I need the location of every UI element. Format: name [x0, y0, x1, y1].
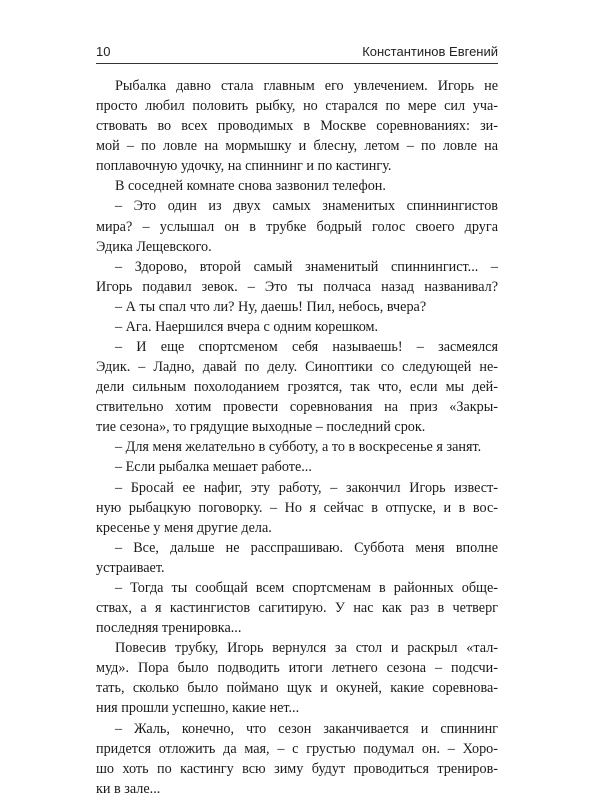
text-line: тать, сколько было поймано щук и окуней, какие соревнова- [96, 680, 498, 697]
text-line: поплавочную удочку, на спиннинг и по кастингу. [96, 158, 392, 175]
text-line: – Это один из двух самых знаменитых спиннингистов [115, 198, 498, 215]
running-header [96, 42, 498, 64]
text-line: Эдика Лещевского. [96, 238, 212, 255]
text-line: ки в зале... [96, 780, 161, 797]
text-line: – Ага. Наершился вчера с одним корешком. [115, 318, 379, 335]
text-line: Игорь подавил зевок. – Это ты полчаса назад названивал? [96, 278, 498, 295]
text-line: ствах, а я кастингистов сагитирую. У нас как раз в четверг [96, 600, 498, 617]
text-line: последняя тренировка... [96, 620, 242, 637]
text-line: – Жаль, конечно, что сезон заканчивается и спиннинг [115, 720, 498, 737]
text-line: мой – по ловле на мормышку и блесну, летом – по ловле на [96, 138, 498, 155]
text-line: Эдик. – Ладно, давай по делу. Синоптики со следующей не- [96, 359, 498, 376]
text-line: муд». Пора было подводить итоги летнего сезона – подсчи- [96, 660, 498, 677]
text-line: просто любил половить рыбку, но старался по мере сил уча- [96, 98, 498, 115]
text-line: ную рыбацкую поговорку. – Но я сейчас в отпуске, и в вос- [96, 499, 498, 516]
text-line: устраивает. [96, 559, 165, 576]
text-line: Рыбалка давно стала главным его увлечением. Игорь не [115, 78, 498, 94]
text-line: тие сезона», то грядущие выходные – последний срок. [96, 419, 426, 436]
body-text [96, 76, 498, 799]
text-line: кресенье у меня другие дела. [96, 519, 272, 536]
text-line: В соседней комнате снова зазвонил телефон. [115, 178, 386, 195]
text-line: – Бросай ее нафиг, эту работу, – закончил Игорь извест- [115, 479, 498, 496]
text-line: ния прошли успешно, какие нет... [96, 700, 300, 717]
text-line: мира? – услышал он в трубке бодрый голос своего друга [96, 218, 498, 235]
text-line: ствовать во всех проводимых в Москве соревнованиях: зи- [96, 118, 498, 135]
text-line: придется отложить да мая, – с грустью подумал он. – Хоро- [96, 740, 498, 757]
text-line: – А ты спал что ли? Ну, даешь! Пил, небось, вчера? [115, 298, 427, 315]
text-line: шо хоть по кастингу всю зиму будут проводиться трениров- [96, 760, 498, 777]
text-line: – Для меня желательно в субботу, а то в воскресенье я занят. [115, 439, 482, 456]
text-line: – Все, дальше не расспрашиваю. Суббота меня вполне [115, 539, 498, 556]
text-line: Повесив трубку, Игорь вернулся за стол и раскрыл «тал- [115, 640, 498, 657]
text-line: – Тогда ты сообщай всем спортсменам в районных обще- [115, 579, 498, 596]
text-line: – И еще спортсменом себя называешь! – засмеялся [115, 339, 498, 356]
page-number: 10 [96, 44, 111, 59]
text-line: ствительно хотим провести соревнования на приз «Закры- [96, 399, 498, 416]
text-line: – Если рыбалка мешает работе... [115, 459, 312, 476]
text-line: дели сильным похолоданием грозятся, так что, если мы дей- [96, 379, 498, 396]
running-head-author: Константинов Евгений [362, 44, 498, 59]
text-line: – Здорово, второй самый знаменитый спиннингист... – [115, 258, 498, 275]
header-rule [96, 63, 498, 64]
